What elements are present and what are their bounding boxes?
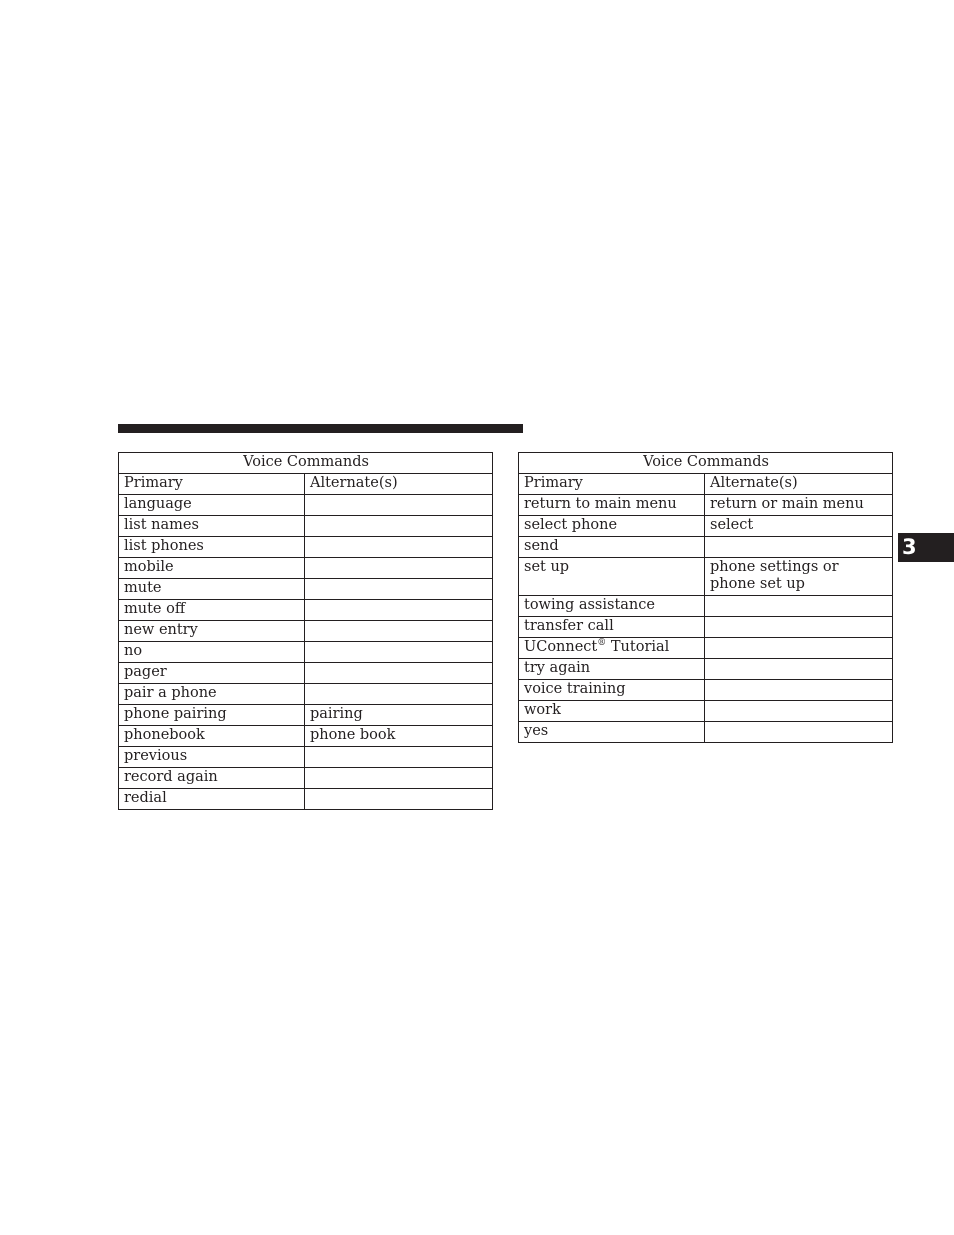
primary-cell: list names [119,516,305,537]
primary-cell: phone pairing [119,705,305,726]
alternate-cell [305,495,493,516]
table-row [119,789,493,810]
primary-cell: transfer call [519,617,705,638]
primary-cell [519,638,705,659]
table-row [119,663,493,684]
voice-commands-table-2 [518,452,893,743]
alternate-cell: return or main menu [705,495,893,516]
alternate-cell [705,701,893,722]
column-header-alternate: Alternate(s) [705,474,893,495]
primary-cell: mute off [119,600,305,621]
table-row [119,768,493,789]
alternate-cell [305,516,493,537]
primary-text: UConnect [524,639,598,655]
primary-cell: set up [519,558,705,596]
primary-cell: mobile [119,558,305,579]
alternate-cell [705,722,893,743]
primary-cell: list phones [119,537,305,558]
alternate-cell [305,621,493,642]
chapter-tab: 3 [898,533,954,562]
table-row [519,659,893,680]
table-caption: Voice Commands [119,453,493,474]
table-row [119,516,493,537]
alternate-cell: phone settings or phone set up [705,558,893,596]
table-caption-row [119,453,493,474]
primary-cell: previous [119,747,305,768]
alternate-cell [305,684,493,705]
table-row [519,596,893,617]
alternate-cell [705,680,893,701]
primary-text-suffix: Tutorial [606,639,670,655]
table-caption: Voice Commands [519,453,893,474]
table-row [119,579,493,600]
section-rule [118,424,523,433]
table-row [519,638,893,659]
alternate-cell: pairing [305,705,493,726]
primary-cell: pager [119,663,305,684]
table-row [519,722,893,743]
primary-cell: mute [119,579,305,600]
table-header-row [119,474,493,495]
table-row [119,621,493,642]
alternate-cell [705,596,893,617]
table-row [119,600,493,621]
column-header-alternate: Alternate(s) [305,474,493,495]
table-row [519,701,893,722]
table-row [119,705,493,726]
table-row [519,680,893,701]
table-row [519,516,893,537]
primary-cell: no [119,642,305,663]
alternate-cell [305,768,493,789]
table-row [119,747,493,768]
alternate-cell [305,642,493,663]
column-header-primary: Primary [119,474,305,495]
table-row [119,558,493,579]
table-row [119,495,493,516]
primary-cell: voice training [519,680,705,701]
alternate-cell [705,659,893,680]
alternate-cell [305,558,493,579]
table-header-row [519,474,893,495]
primary-cell: try again [519,659,705,680]
alternate-cell [305,537,493,558]
table-row [519,558,893,596]
primary-cell: yes [519,722,705,743]
table-row [119,537,493,558]
table-row [119,726,493,747]
alternate-cell [705,537,893,558]
alternate-cell: phone book [305,726,493,747]
primary-cell: new entry [119,621,305,642]
primary-cell: record again [119,768,305,789]
alternate-cell [305,600,493,621]
primary-cell: pair a phone [119,684,305,705]
alternate-cell: select [705,516,893,537]
alternate-cell [705,617,893,638]
alternate-cell [305,747,493,768]
alternate-cell [305,789,493,810]
alternate-cell [305,579,493,600]
table-caption-row [519,453,893,474]
table-row [519,537,893,558]
alternate-cell [305,663,493,684]
primary-cell: select phone [519,516,705,537]
table-row [519,617,893,638]
alternate-cell [705,638,893,659]
table-row [119,684,493,705]
primary-cell: work [519,701,705,722]
voice-commands-table-1 [118,452,493,810]
column-header-primary: Primary [519,474,705,495]
primary-cell: language [119,495,305,516]
primary-cell: send [519,537,705,558]
table-row [119,642,493,663]
primary-cell: phonebook [119,726,305,747]
registered-mark: ® [597,638,607,649]
primary-cell: towing assistance [519,596,705,617]
primary-cell: redial [119,789,305,810]
table-row [519,495,893,516]
primary-cell: return to main menu [519,495,705,516]
